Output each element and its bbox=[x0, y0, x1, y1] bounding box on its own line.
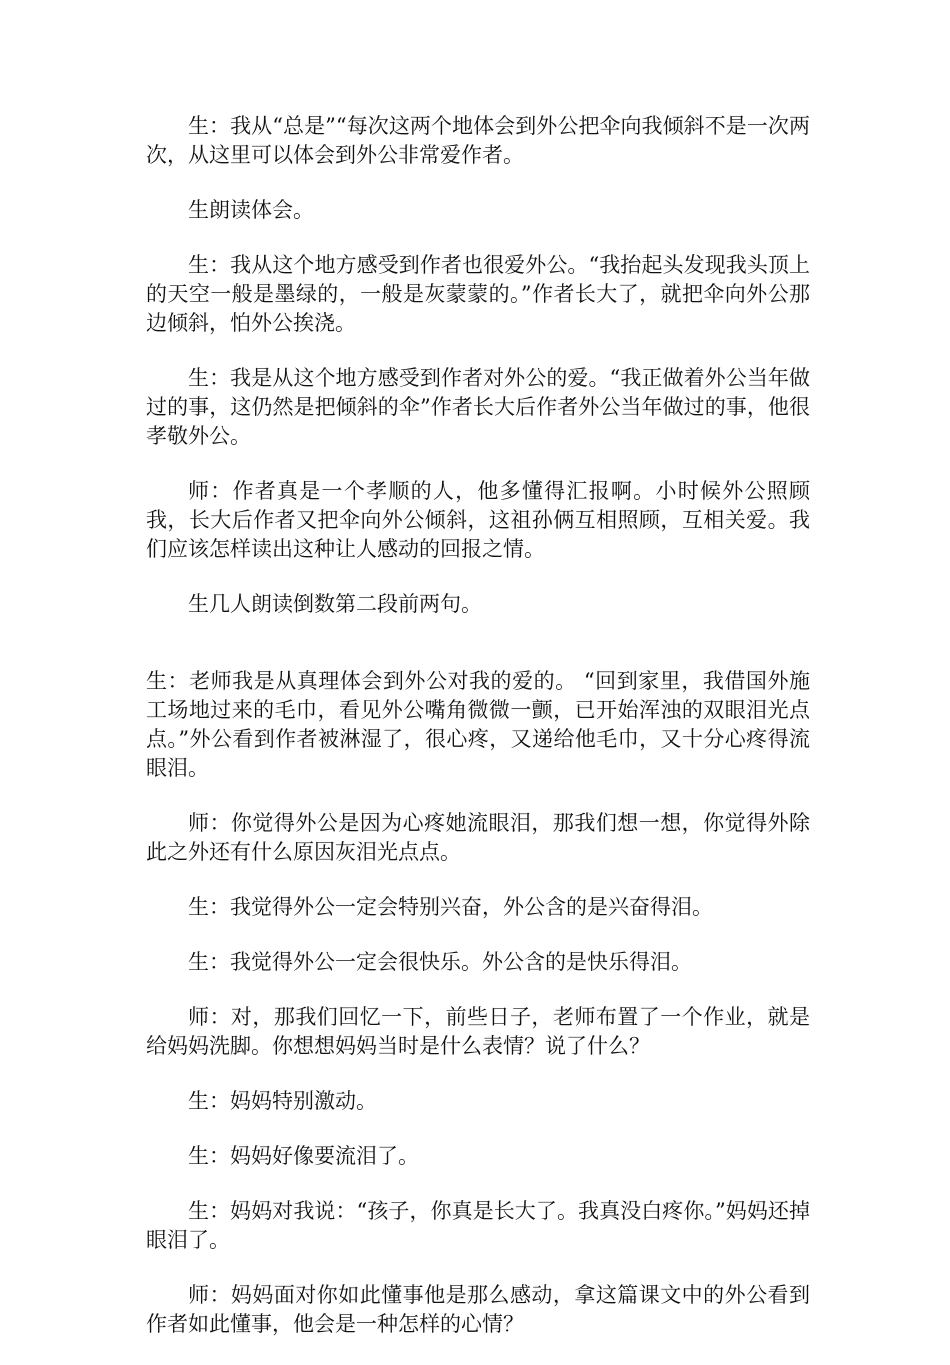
paragraph-12: 生：妈妈特别激动。 bbox=[188, 1089, 377, 1113]
paragraph-6: 生几人朗读倒数第二段前两句。 bbox=[188, 592, 482, 616]
paragraph-4: 生：我是从这个地方感受到作者对外公的爱。“我正做着外公当年做过的事，这仍然是把倾斜的伞”作者长大后作者外公当年做过的事，他很孝敬外公。 bbox=[146, 366, 810, 448]
paragraph-3: 生：我从这个地方感受到作者也很爱外公。“我抬起头发现我头顶上的天空一般是墨绿的，一般是灰蒙蒙的。”作者长大了，就把伞向外公那边倾斜，怕外公挨浇。 bbox=[146, 253, 810, 335]
paragraph-14: 生：妈妈对我说：“孩子，你真是长大了。我真没白疼你。”妈妈还掉眼泪了。 bbox=[146, 1199, 810, 1252]
paragraph-7: 生：老师我是从真理体会到外公对我的爱的。 “回到家里，我借国外施工场地过来的毛巾，看见外公嘴角微微一颤，已开始浑浊的双眼泪光点点。”外公看到作者被淋湿了，很心疼，又递给他毛巾，又十分心疼得流眼泪。 bbox=[146, 669, 810, 780]
paragraph-11: 师：对，那我们回忆一下，前些日子，老师布置了一个作业，就是给妈妈洗脚。你想想妈妈当时是什么表情？说了什么？ bbox=[146, 1005, 810, 1058]
paragraph-8: 师：你觉得外公是因为心疼她流眼泪，那我们想一想，你觉得外除此之外还有什么原因灰泪光点点。 bbox=[146, 811, 810, 864]
paragraph-5: 师：作者真是一个孝顺的人，他多懂得汇报啊。小时候外公照顾我，长大后作者又把伞向外公倾斜，这祖孙俩互相照顾，互相关爱。我们应该怎样读出这种让人感动的回报之情。 bbox=[146, 479, 810, 561]
paragraph-2: 生朗读体会。 bbox=[188, 198, 314, 222]
paragraph-9: 生：我觉得外公一定会特别兴奋，外公含的是兴奋得泪。 bbox=[188, 895, 713, 919]
paragraph-1: 生：我从“总是”“每次这两个地体会到外公把伞向我倾斜不是一次两次，从这里可以体会到外公非常爱作者。 bbox=[146, 114, 810, 167]
document-body bbox=[146, 112, 810, 1365]
paragraph-15: 师：妈妈面对你如此懂事他是那么感动，拿这篇课文中的外公看到作者如此懂事，他会是一种怎样的心情？ bbox=[146, 1283, 810, 1336]
paragraph-13: 生：妈妈好像要流泪了。 bbox=[188, 1144, 419, 1168]
paragraph-10: 生：我觉得外公一定会很快乐。外公含的是快乐得泪。 bbox=[188, 950, 692, 974]
